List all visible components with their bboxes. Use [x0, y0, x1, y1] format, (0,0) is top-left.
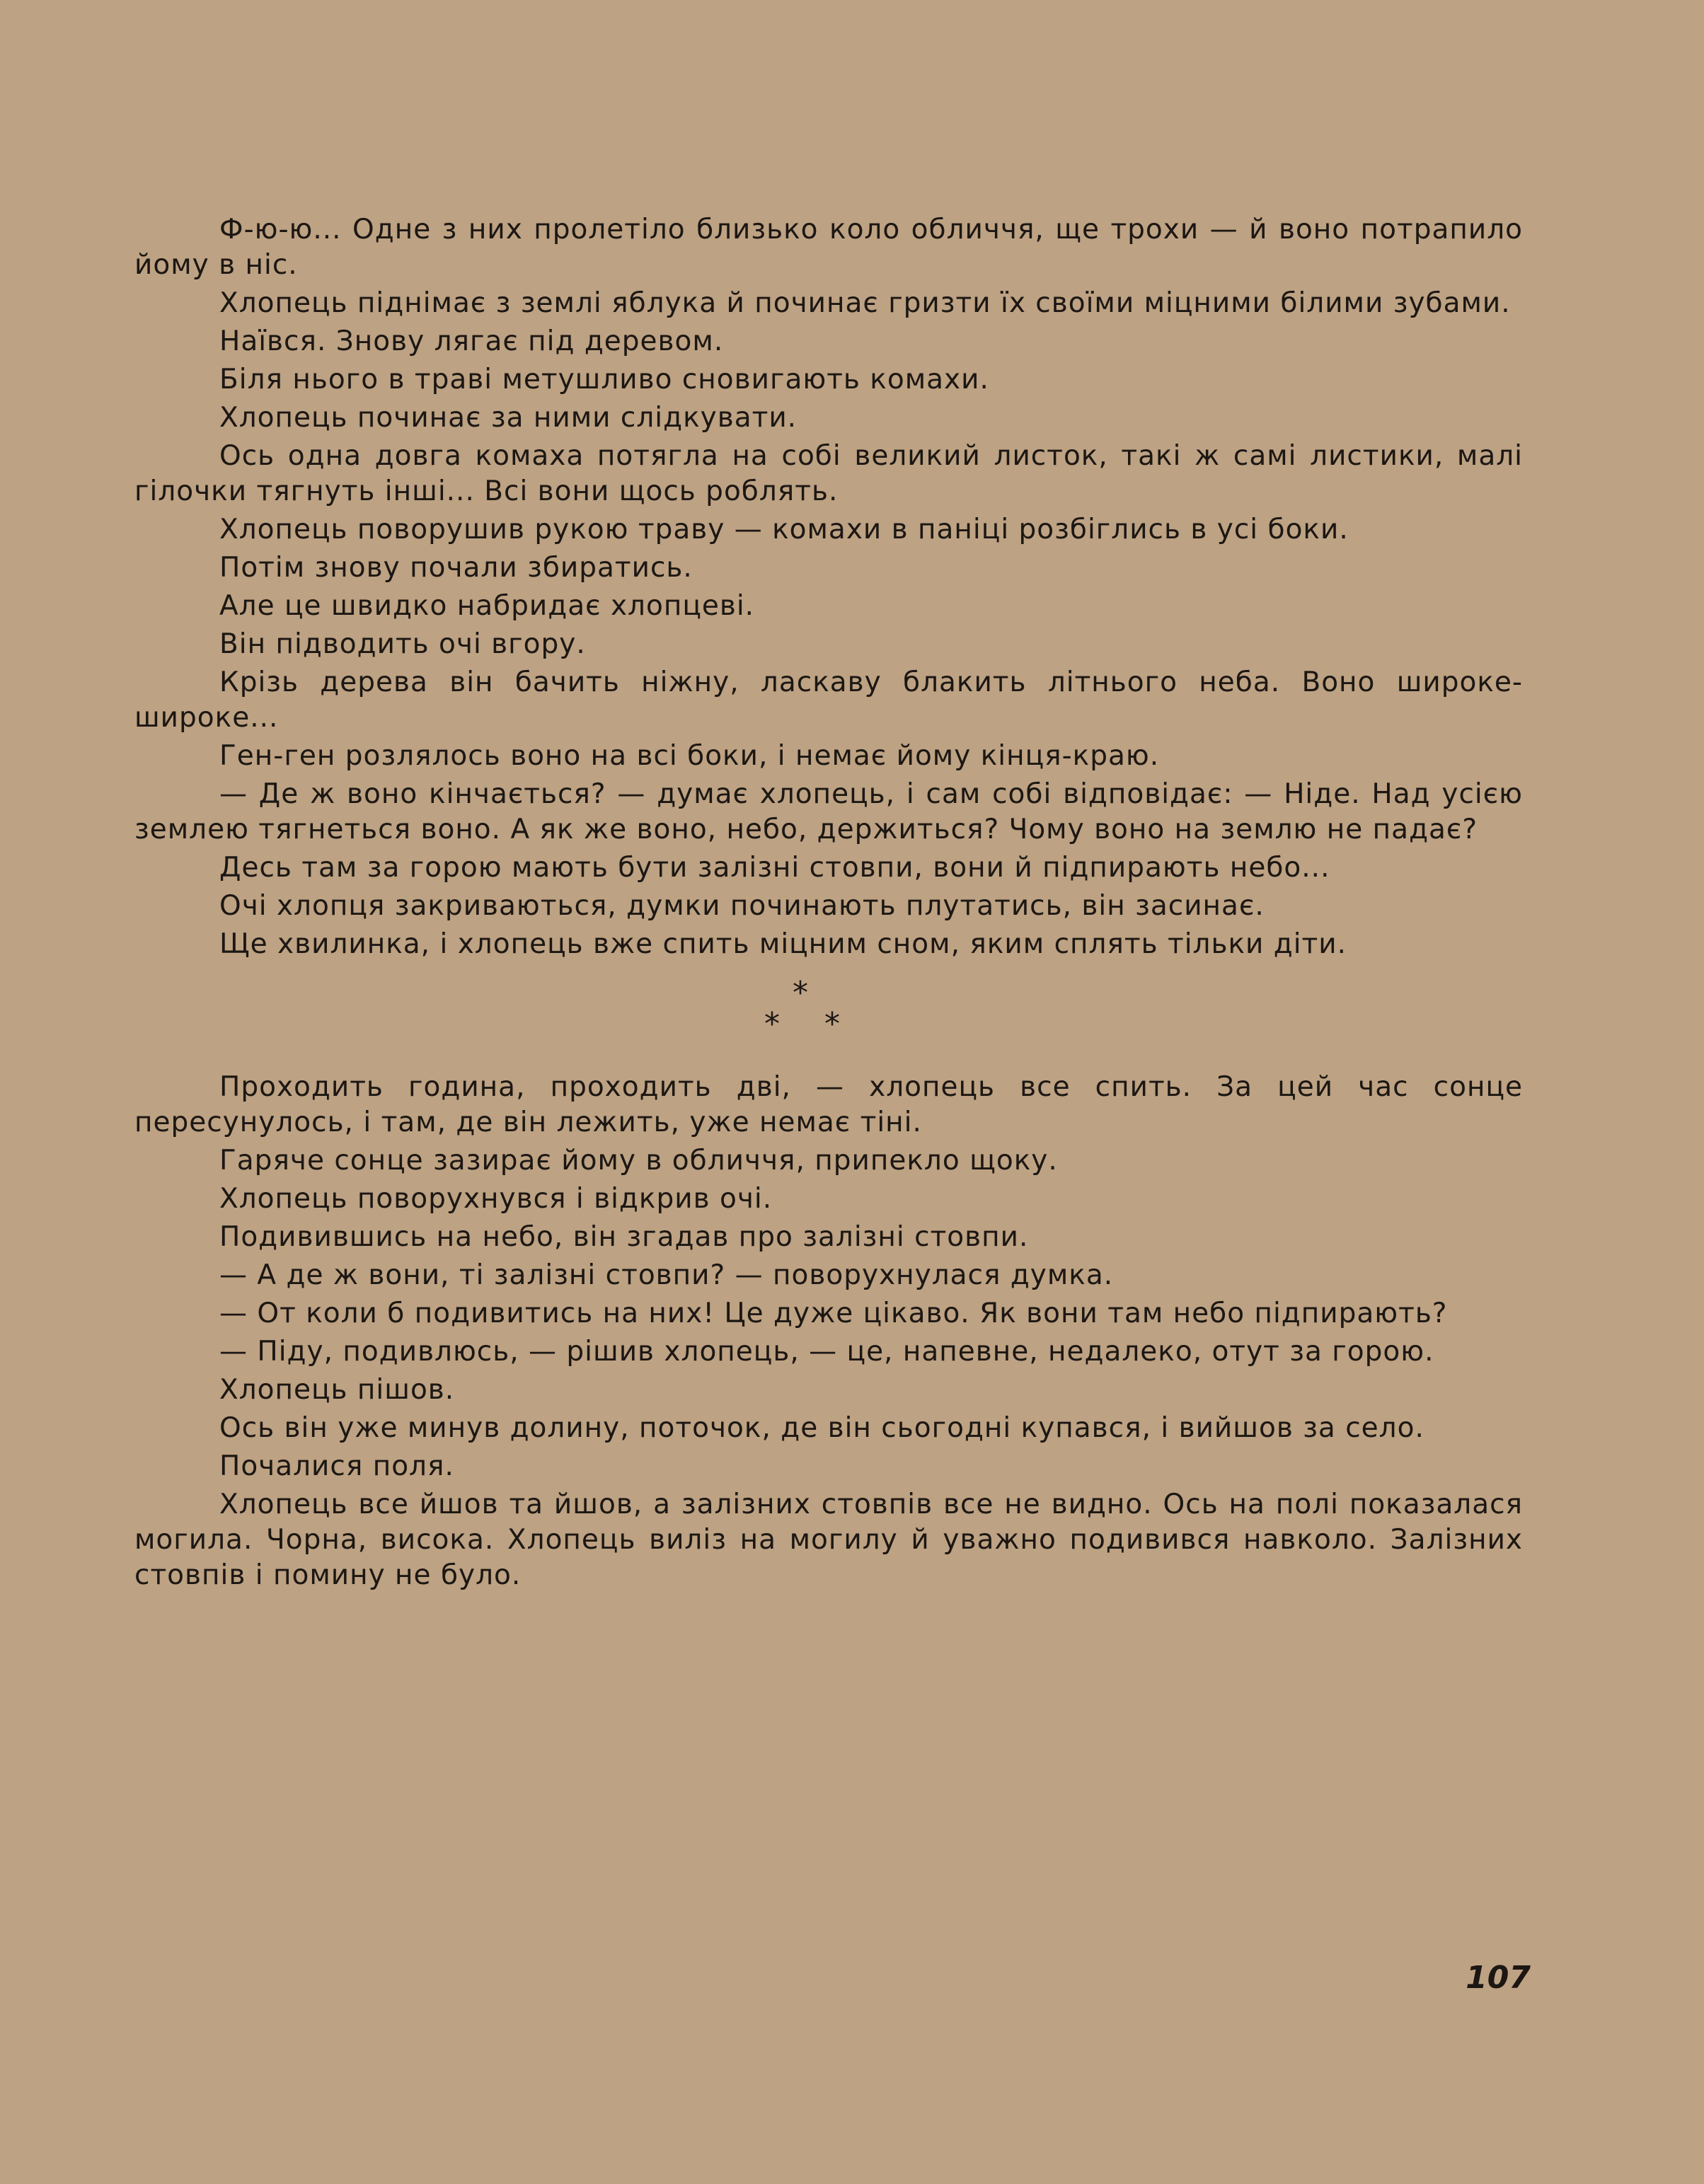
- paragraph: Десь там за горою мають бути залізні стовпи, вони й підпирають небо...: [219, 852, 1330, 884]
- paragraph: Але це швидко набридає хлопцеві.: [219, 590, 755, 622]
- paragraph: Хлопець поворухнувся і відкрив очі.: [219, 1183, 773, 1215]
- paragraph: Хлопець все йшов та йшов, а залізних стовпів все не видно. Ось на полі показалася могила. Чорна, висока. Хлопець виліз на могилу й уважно подивився навколо. Залізних стовпів і помину не було.: [134, 1489, 1523, 1591]
- paragraph: Хлопець пішов.: [219, 1374, 455, 1406]
- paragraph: Потім знову почали збиратись.: [219, 552, 693, 584]
- paragraph: Наївся. Знову лягає під деревом.: [219, 325, 724, 357]
- paragraph: — Піду, подивлюсь, — рішив хлопець, — це, напевне, недалеко, отут за горою.: [219, 1336, 1434, 1368]
- separator-asterisk: *: [824, 1006, 841, 1042]
- paragraph: Почалися поля.: [219, 1450, 454, 1482]
- paragraph: Хлопець починає за ними слідкувати.: [219, 402, 798, 434]
- paragraph: Він підводить очі вгору.: [219, 628, 586, 660]
- paragraph: — А де ж вони, ті залізні стовпи? — поворухнулася думка.: [219, 1259, 1114, 1291]
- separator-asterisk: *: [793, 975, 809, 1011]
- paragraph: — Де ж воно кінчається? — думає хлопець, і сам собі відповідає: — Ніде. Над усією землею тягнеться воно. А як же воно, небо, держиться? Чому воно на землю не падає?: [134, 778, 1523, 845]
- text-block-2: [134, 1070, 1523, 1593]
- paragraph: Гаряче сонце зазирає йому в обличчя, припекло щоку.: [219, 1145, 1058, 1177]
- paragraph: Ось одна довга комаха потягла на собі великий листок, такі ж самі листики, малі гілочки тягнуть інші... Всі вони щось роблять.: [134, 440, 1523, 507]
- page-number: 107: [1466, 1960, 1531, 1996]
- paragraph: Крізь дерева він бачить ніжну, ласкаву блакить літнього неба. Воно широке-широке...: [134, 666, 1523, 734]
- paragraph: Ф-ю-ю... Одне з них пролетіло близько коло обличчя, ще трохи — й воно потрапило йому в ніс.: [134, 214, 1523, 281]
- paragraph: Хлопець піднімає з землі яблука й починає гризти їх своїми міцними білими зубами.: [219, 287, 1511, 319]
- separator-asterisk: *: [764, 1006, 781, 1042]
- paragraph: Ось він уже минув долину, поточок, де він сьогодні купався, і вийшов за село.: [219, 1412, 1424, 1444]
- text-block-1: [134, 212, 1523, 962]
- section-separator: [134, 972, 1523, 1050]
- paragraph: Біля нього в траві метушливо сновигають комахи.: [219, 364, 989, 395]
- paragraph: — От коли б подивитись на них! Це дуже цікаво. Як вони там небо підпирають?: [219, 1298, 1448, 1329]
- paragraph: Подивившись на небо, він згадав про залізні стовпи.: [219, 1221, 1029, 1253]
- paragraph: Ще хвилинка, і хлопець вже спить міцним сном, яким сплять тільки діти.: [219, 928, 1347, 960]
- paragraph: Ген-ген розлялось воно на всі боки, і немає йому кінця-краю.: [219, 740, 1160, 772]
- paragraph: Очі хлопця закриваються, думки починають плутатись, він засинає.: [219, 890, 1265, 922]
- paragraph: Хлопець поворушив рукою траву — комахи в паніці розбіглись в усі боки.: [219, 514, 1349, 545]
- paragraph: Проходить година, проходить дві, — хлопець все спить. За цей час сонце пересунулось, і там, де він лежить, уже немає тіні.: [134, 1071, 1523, 1138]
- book-page: [134, 212, 1523, 1596]
